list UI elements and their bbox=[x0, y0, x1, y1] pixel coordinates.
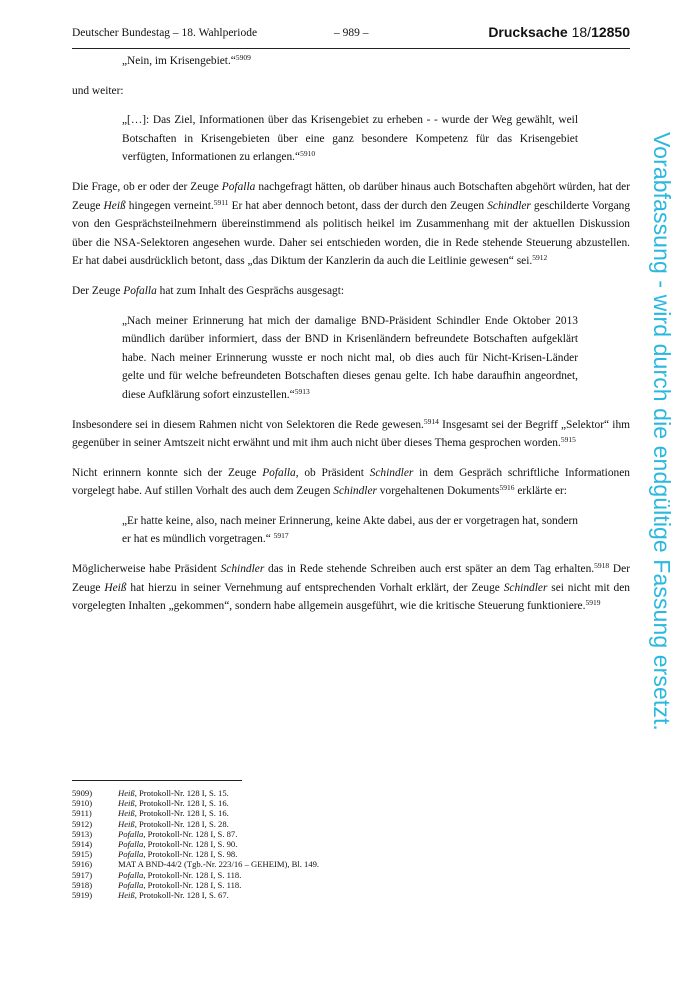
quote-text: „Er hatte keine, also, nach meiner Erinnerung, keine Akte dabei, aus der er vorgetragen hat, sondern er hat es mündlich vorgetragen.“ bbox=[122, 514, 578, 546]
paragraph: Die Frage, ob er oder der Zeuge Pofalla nachgefragt hätten, ob darüber hinaus auch Botschaften abgehört würden, hat der Zeuge Heiß hingegen verneint.$^{5911}$ Er hat aber dennoch betont, dass der durch den Zeugen Schindler geschilderte Vorgang von den Gesprächsteilnehmern übereinstimmend als politisch heikel im Zusammenhang mit der aktuellen Diskussion über die NSA-Selektoren angesehen wurde. Daher sei entschieden worden, die in Rede stehende Steuerung abzustellen. Er hat dabei ausdrücklich betont, dass „das Diktum der Kanzlerin da auch die Leitlinie gewesen“ sei.$^{5912}$ bbox=[72, 180, 631, 268]
footnote-witness: Pofalla bbox=[118, 849, 144, 860]
footnote-ref: 5917 bbox=[273, 531, 289, 541]
quote-3 bbox=[72, 312, 630, 405]
witness-name: Schindler bbox=[333, 485, 377, 498]
footnote-number: 5914) bbox=[72, 839, 93, 850]
footnote-text bbox=[118, 859, 319, 869]
footnote-divider bbox=[72, 780, 242, 781]
footnote-source: , Protokoll-Nr. 128 I, S. 118. bbox=[143, 869, 242, 880]
footnote-text bbox=[118, 890, 229, 900]
footnote-witness: Pofalla bbox=[118, 828, 144, 839]
footnote-ref: 5914 bbox=[423, 416, 439, 426]
footnote-source: , Protokoll-Nr. 128 I, S. 16. bbox=[134, 808, 229, 819]
quote-text: „[…]: Das Ziel, Informationen über das Krisengebiet zu erheben - - wurde der Weg gewählt, weil Botschaften in Krisengebieten über eine ganz besondere Kompetenz für das Krisengebiet verfügten, Informationen zu erlangen.“ bbox=[122, 114, 578, 164]
footnote-text bbox=[118, 839, 237, 849]
footnote-witness: Pofalla bbox=[118, 879, 144, 890]
watermark-text: Vorabfassung - wird durch die endgültige Fassung ersetzt. bbox=[649, 132, 675, 731]
footnote-ref: 5918 bbox=[594, 561, 610, 571]
footnote-number: 5909) bbox=[72, 788, 93, 798]
footnote-item bbox=[72, 870, 472, 880]
footnote-text bbox=[118, 880, 241, 890]
witness-name: Pofalla bbox=[123, 284, 157, 297]
quote-text: „Nach meiner Erinnerung hat mich der damalige BND-Präsident Schindler Ende Oktober 2013 mündlich darüber informiert, dass der BND in Krisenländern befreundete Botschaften aufgeklärt habe. Nach meiner Erinnerung wusste er noch nicht mal, ob dies auch für Nicht-Krisen-Länder gelte und für welche befreundeten Botschaften dieses genau gelte. Ich habe daraufhin angeordnet, diese Aufklärung sofort einzustellen.“ bbox=[122, 314, 578, 401]
paragraph: und weiter: bbox=[72, 84, 124, 97]
page-header bbox=[72, 24, 630, 49]
footnote-ref: 5911 bbox=[213, 197, 229, 207]
footnote-number: 5910) bbox=[72, 798, 93, 809]
header-parliament: Deutscher Bundestag – 18. Wahlperiode bbox=[72, 27, 258, 39]
footnote-item bbox=[72, 819, 472, 829]
footnote-number: 5911) bbox=[72, 808, 92, 819]
footnote-text bbox=[118, 829, 237, 839]
footnote-witness: Pofalla bbox=[118, 869, 144, 880]
footnote-ref: 5916 bbox=[499, 483, 515, 493]
paragraph: Der Zeuge Pofalla hat zum Inhalt des Gesprächs ausgesagt: bbox=[72, 284, 345, 297]
footnote-source: MAT A BND-44/2 (Tgb.-Nr. 223/16 – GEHEIM), Bl. 149. bbox=[118, 859, 320, 870]
footnote-text bbox=[118, 870, 241, 880]
quote-4 bbox=[72, 512, 630, 549]
witness-name: Schindler bbox=[487, 199, 531, 212]
footnote-source: , Protokoll-Nr. 128 I, S. 118. bbox=[143, 879, 242, 890]
footnote-item bbox=[72, 890, 472, 900]
footnote-witness: Heiß bbox=[118, 808, 135, 819]
footnote-witness: Heiß bbox=[118, 788, 135, 798]
footnote-text bbox=[118, 849, 237, 859]
doc-label: Drucksache bbox=[488, 24, 568, 40]
witness-name: Schindler bbox=[503, 581, 548, 594]
quote-text: „Nein, im Krisengebiet.“ bbox=[122, 55, 236, 67]
footnote-source: , Protokoll-Nr. 128 I, S. 28. bbox=[134, 818, 229, 829]
footnote-ref: 5912 bbox=[532, 253, 548, 263]
footnote-text bbox=[118, 788, 229, 798]
witness-name: Pofalla bbox=[262, 466, 296, 479]
footnote-item bbox=[72, 880, 472, 890]
footnote-witness: Heiß bbox=[118, 890, 135, 901]
footnote-item bbox=[72, 829, 472, 839]
document-number bbox=[488, 24, 630, 40]
footnote-number: 5915) bbox=[72, 849, 93, 860]
footnote-number: 5913) bbox=[72, 828, 93, 839]
witness-name: Pofalla bbox=[221, 180, 256, 193]
footnote-item bbox=[72, 849, 472, 859]
footnote-list bbox=[72, 788, 472, 900]
doc-number-prefix: 18/ bbox=[571, 24, 592, 40]
footnote-text bbox=[118, 808, 229, 818]
footnotes bbox=[72, 780, 472, 900]
footnote-number: 5917) bbox=[72, 869, 93, 880]
footnote-number: 5916) bbox=[72, 859, 93, 870]
paragraph: Insbesondere sei in diesem Rahmen nicht von Selektoren die Rede gewesen.$^{5914}$ Insgesamt sei der Begriff „Selektor“ ihm gegenüber in seiner Amtszeit nicht erwähnt und mit ihm auch nicht über dieses Thema gesprochen worden.$^{5915}$ bbox=[72, 416, 631, 450]
footnote-witness: Heiß bbox=[118, 818, 135, 829]
footnote-ref: 5913 bbox=[294, 386, 310, 396]
doc-number-main: 12850 bbox=[591, 24, 630, 40]
footnote-source: , Protokoll-Nr. 128 I, S. 16. bbox=[134, 798, 229, 809]
footnote-item bbox=[72, 859, 472, 869]
draft-watermark bbox=[647, 132, 677, 860]
footnote-item bbox=[72, 839, 472, 849]
footnote-witness: Pofalla bbox=[118, 839, 144, 850]
footnote-ref: 5919 bbox=[585, 598, 601, 608]
footnote-number: 5912) bbox=[72, 818, 93, 829]
quote-2 bbox=[72, 111, 630, 167]
paragraph: Nicht erinnern konnte sich der Zeuge Pofalla, ob Präsident Schindler in dem Gespräch schriftliche Informationen vorgelegt habe. Auf stillen Vorhalt des auch dem Zeugen Schindler vorgehaltenen Dokuments$^{5916}$ erklärte er: bbox=[72, 466, 630, 498]
paragraph: Möglicherweise habe Präsident Schindler das in Rede stehende Schreiben auch erst später an dem Tag erhalten.$^{5918}$ Der Zeuge Heiß hat hierzu in seiner Vernehmung auf entsprechenden Vorhalt erklärt, der Zeuge Schindler sei nicht mit den vorgelegten Inhalten „gekommen“, sondern habe allgemein ausgeführt, wie die kritische Steuerung funktioniere.$^{5919}$ bbox=[72, 561, 630, 613]
main-text bbox=[72, 52, 630, 616]
footnote-text bbox=[118, 798, 229, 808]
footnote-item bbox=[72, 808, 472, 818]
footnote-source: , Protokoll-Nr. 128 I, S. 67. bbox=[134, 890, 229, 901]
footnote-item bbox=[72, 788, 472, 798]
footnote-source: , Protokoll-Nr. 128 I, S. 98. bbox=[143, 849, 238, 860]
footnote-witness: Heiß bbox=[118, 798, 135, 809]
footnote-ref: 5909 bbox=[235, 53, 251, 62]
footnote-source: , Protokoll-Nr. 128 I, S. 15. bbox=[134, 788, 229, 798]
witness-name: Schindler bbox=[220, 563, 265, 576]
footnote-number: 5919) bbox=[72, 890, 93, 901]
footnote-ref: 5915 bbox=[560, 435, 576, 445]
page-number: – 989 – bbox=[334, 27, 369, 39]
witness-name: Schindler bbox=[369, 466, 414, 479]
footnote-source: , Protokoll-Nr. 128 I, S. 90. bbox=[143, 839, 238, 850]
footnote-source: , Protokoll-Nr. 128 I, S. 87. bbox=[143, 828, 238, 839]
footnote-text bbox=[118, 819, 229, 829]
footnote-number: 5918) bbox=[72, 879, 93, 890]
footnote-item bbox=[72, 798, 472, 808]
quote-1 bbox=[72, 52, 630, 71]
witness-name: Heiß bbox=[103, 199, 126, 212]
witness-name: Heiß bbox=[104, 581, 127, 594]
footnote-ref: 5910 bbox=[300, 149, 316, 159]
